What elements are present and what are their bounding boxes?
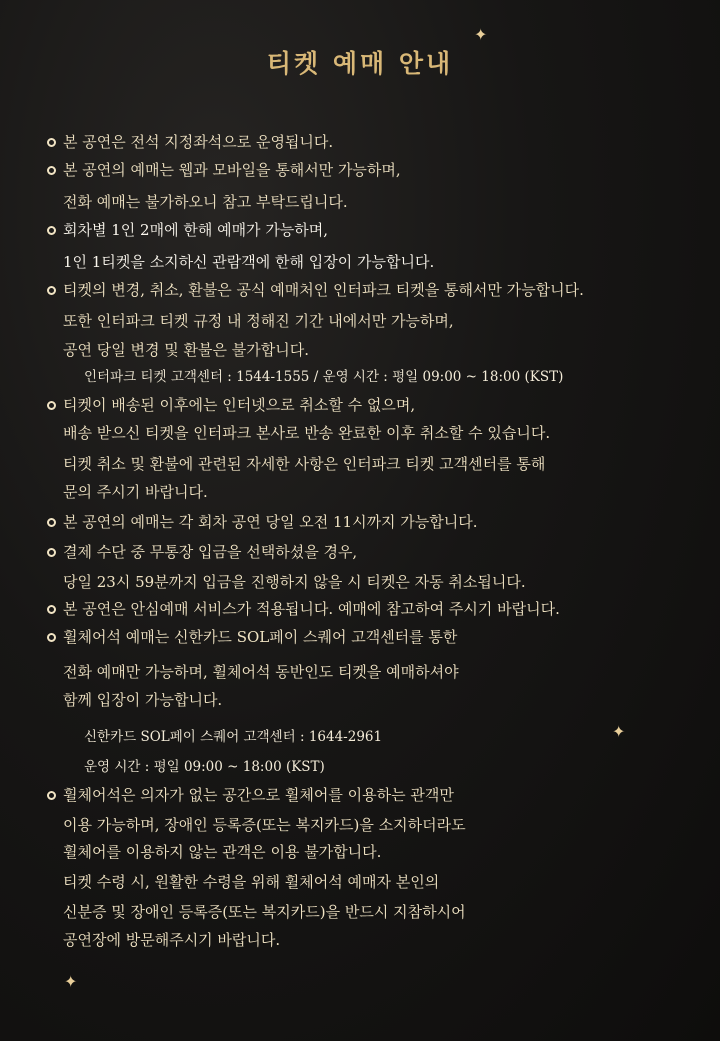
notice-line: 전화 예매는 불가하오니 참고 부탁드립니다. — [63, 193, 348, 211]
notice-line: 문의 주시기 바랍니다. — [63, 483, 208, 501]
notice-line: 본 공연의 예매는 웹과 모바일을 통해서만 가능하며, — [63, 161, 401, 179]
notice-line: 회차별 1인 2매에 한해 예매가 가능하며, — [63, 221, 329, 239]
bullet-circle-icon — [47, 605, 56, 614]
contact-info-line: 신한카드 SOL페이 스퀘어 고객센터 : 1644-2961 — [84, 729, 383, 745]
contact-info-line: 운영 시간 : 평일 09:00 ~ 18:00 (KST) — [84, 759, 325, 775]
bullet-circle-icon — [47, 226, 56, 235]
notice-line: 티켓 취소 및 환불에 관련된 자세한 사항은 인터파크 티켓 고객센터를 통해 — [63, 455, 546, 473]
bullet-circle-icon — [47, 518, 56, 527]
contact-info-line: 인터파크 티켓 고객센터 : 1544-1555 / 운영 시간 : 평일 09:00 ~ 18:00 (KST) — [84, 369, 564, 385]
bullet-circle-icon — [47, 633, 56, 642]
notice-line: 본 공연의 예매는 각 회차 공연 당일 오전 11시까지 가능합니다. — [63, 513, 478, 531]
bullet-circle-icon — [47, 401, 56, 410]
sparkle-icon: ✦ — [474, 25, 488, 44]
notice-line: 전화 예매만 가능하며, 휠체어석 동반인도 티켓을 예매하셔야 — [63, 663, 459, 681]
bullet-circle-icon — [47, 791, 56, 800]
bullet-circle-icon — [47, 548, 56, 557]
bullet-circle-icon — [47, 166, 56, 175]
sparkle-icon: ✦ — [612, 722, 626, 741]
notice-line: 결제 수단 중 무통장 입금을 선택하셨을 경우, — [63, 543, 358, 561]
notice-line: 본 공연은 전석 지정좌석으로 운영됩니다. — [63, 133, 334, 151]
notice-line: 티켓 수령 시, 원활한 수령을 위해 휠체어석 예매자 본인의 — [63, 873, 440, 891]
notice-line: 당일 23시 59분까지 입금을 진행하지 않을 시 티켓은 자동 취소됩니다. — [63, 573, 526, 591]
bullet-circle-icon — [47, 286, 56, 295]
notice-line: 또한 인터파크 티켓 규정 내 정해진 기간 내에서만 가능하며, — [63, 312, 454, 330]
notice-line: 배송 받으신 티켓을 인터파크 본사로 반송 완료한 이후 취소할 수 있습니다. — [63, 424, 551, 442]
sparkle-icon: ✦ — [64, 972, 78, 991]
notice-line: 이용 가능하며, 장애인 등록증(또는 복지카드)을 소지하더라도 — [63, 816, 466, 834]
notice-line: 본 공연은 안심예매 서비스가 적용됩니다. 예매에 참고하여 주시기 바랍니다. — [63, 600, 560, 618]
notice-line: 휠체어석은 의자가 없는 공간으로 휠체어를 이용하는 관객만 — [63, 786, 454, 804]
notice-line: 공연장에 방문해주시기 바랍니다. — [63, 931, 281, 949]
notice-line: 티켓의 변경, 취소, 환불은 공식 예매처인 인터파크 티켓을 통해서만 가능합니다. — [63, 281, 584, 299]
notice-line: 티켓이 배송된 이후에는 인터넷으로 취소할 수 없으며, — [63, 396, 416, 414]
notice-line: 신분증 및 장애인 등록증(또는 복지카드)을 반드시 지참하시어 — [63, 903, 466, 921]
notice-line: 1인 1티켓을 소지하신 관람객에 한해 입장이 가능합니다. — [63, 253, 435, 271]
notice-line: 휠체어를 이용하지 않는 관객은 이용 불가합니다. — [63, 843, 382, 861]
bullet-circle-icon — [47, 138, 56, 147]
notice-line: 함께 입장이 가능합니다. — [63, 691, 223, 709]
notice-line: 휠체어석 예매는 신한카드 SOL페이 스퀘어 고객센터를 통한 — [63, 628, 458, 646]
notice-line: 공연 당일 변경 및 환불은 불가합니다. — [63, 341, 309, 359]
page-title: 티켓 예매 안내 — [266, 49, 454, 78]
